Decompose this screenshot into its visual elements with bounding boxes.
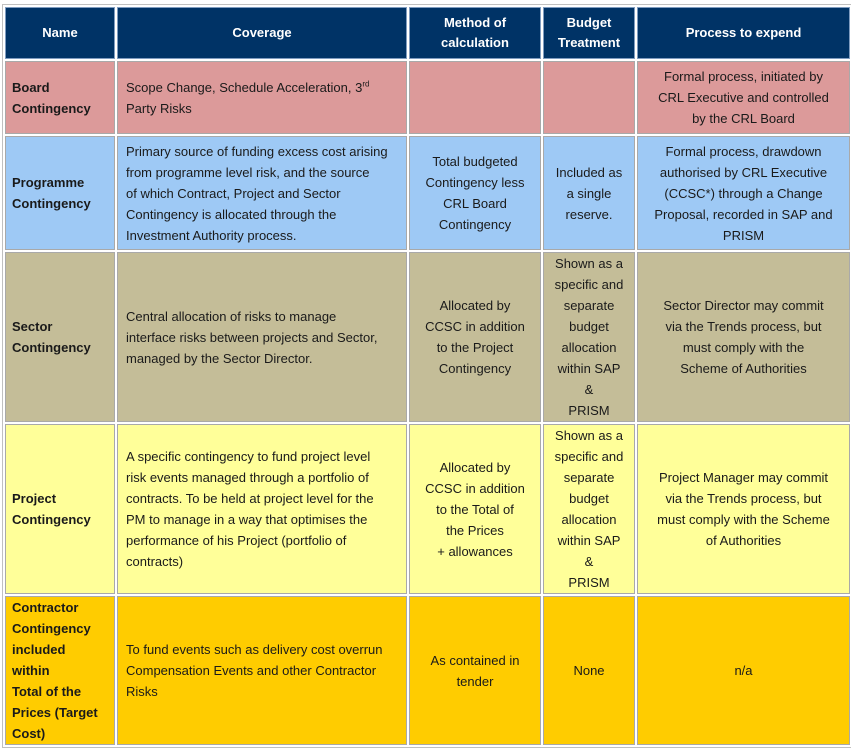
table-row-sector [5,252,850,422]
row-budget: Included as a single reserve. [543,136,635,250]
header-row [5,7,850,59]
row-method: As contained in tender [409,596,541,745]
row-name: Programme Contingency [5,136,115,250]
table-row-board [5,61,850,134]
row-method: Allocated by CCSC in addition to the Project Contingency [409,252,541,422]
row-budget: Shown as a specific and separate budget allocation within SAP & PRISM [543,252,635,422]
row-name: Contractor Contingency included within Total of the Prices (Target Cost) [5,596,115,745]
header-method: Method of calculation [409,7,541,59]
table-row-project [5,424,850,594]
row-process: Project Manager may commit via the Trends process, but must comply with the Scheme of Authorities [637,424,850,594]
row-budget: None [543,596,635,745]
row-name: Sector Contingency [5,252,115,422]
row-process: n/a [637,596,850,745]
row-method: Allocated by CCSC in addition to the Total of the Prices + allowances [409,424,541,594]
header-process: Process to expend [637,7,850,59]
row-name: Board Contingency [5,61,115,134]
row-coverage: A specific contingency to fund project level risk events managed through a portfolio of contracts. To be held at project level for the PM to manage in a way that optimises the performance of his Project (portfolio of contracts) [117,424,407,594]
row-budget [543,61,635,134]
row-method [409,61,541,134]
row-coverage: Central allocation of risks to manage interface risks between projects and Sector, managed by the Sector Director. [117,252,407,422]
row-coverage: Primary source of funding excess cost arising from programme level risk, and the source of which Contract, Project and Sector Contingency is allocated through the Investment Authority process. [117,136,407,250]
table-row-contractor [5,596,850,745]
row-process: Sector Director may commit via the Trends process, but must comply with the Scheme of Authorities [637,252,850,422]
row-name: Project Contingency [5,424,115,594]
header-name: Name [5,7,115,59]
row-process: Formal process, drawdown authorised by CRL Executive (CCSC*) through a Change Proposal, recorded in SAP and PRISM [637,136,850,250]
row-budget: Shown as a specific and separate budget allocation within SAP & PRISM [543,424,635,594]
header-coverage: Coverage [117,7,407,59]
header-budget: Budget Treatment [543,7,635,59]
row-method: Total budgeted Contingency less CRL Board Contingency [409,136,541,250]
row-coverage: Scope Change, Schedule Acceleration, 3rd Party Risks [117,61,407,134]
row-coverage: To fund events such as delivery cost overrun Compensation Events and other Contractor Risks [117,596,407,745]
row-process: Formal process, initiated by CRL Executive and controlled by the CRL Board [637,61,850,134]
contingency-table [2,4,851,748]
table-row-programme [5,136,850,250]
